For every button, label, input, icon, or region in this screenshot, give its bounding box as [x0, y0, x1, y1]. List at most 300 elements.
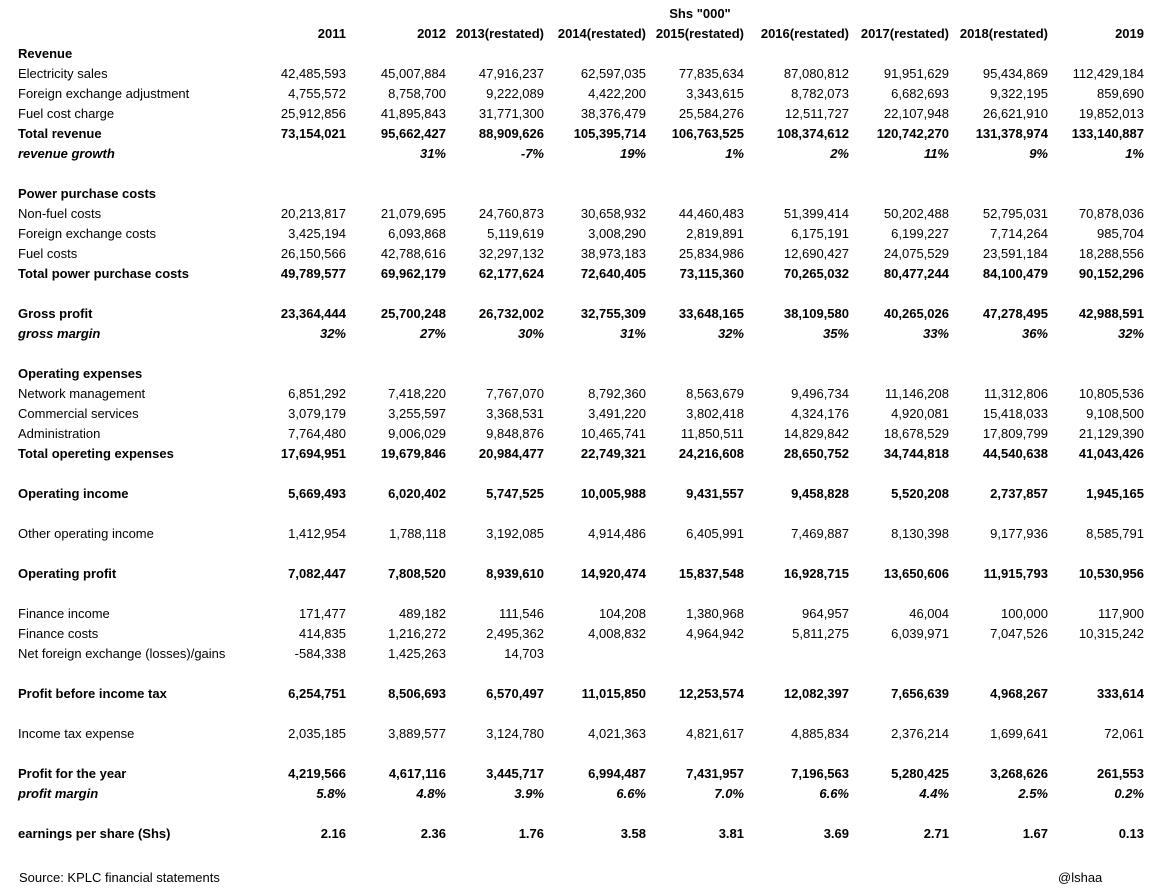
- value-cell: 108,374,612: [776, 126, 849, 141]
- value-cell: 2,495,362: [486, 626, 544, 641]
- value-cell: 414,835: [299, 626, 346, 641]
- row-label: Network management: [18, 386, 146, 401]
- row-label: [18, 584, 248, 604]
- value-cell: 2%: [830, 146, 849, 161]
- table-row: [18, 204, 1144, 224]
- row-label: [18, 284, 248, 304]
- value-cell: 14,703: [504, 646, 544, 661]
- value-cell: 7,047,526: [990, 626, 1048, 641]
- table-row: [18, 304, 1144, 324]
- table-row: [18, 584, 1144, 604]
- value-cell: 6,851,292: [288, 386, 346, 401]
- value-cell: 117,900: [1097, 606, 1144, 621]
- table-row: [18, 764, 1144, 784]
- header-label-cell: [18, 24, 248, 44]
- value-cell: [1048, 464, 1144, 484]
- row-label: Fuel costs: [18, 246, 78, 261]
- value-cell: [646, 664, 744, 684]
- value-cell: [646, 344, 744, 364]
- value-cell: [446, 464, 544, 484]
- value-cell: -584,338: [294, 646, 346, 661]
- value-cell: 38,973,183: [580, 246, 646, 261]
- value-cell: [849, 164, 949, 184]
- value-cell: 8,792,360: [588, 386, 646, 401]
- year-header: 2018(restated): [959, 26, 1048, 41]
- row-label: Commercial services: [18, 406, 139, 421]
- value-cell: 31%: [619, 326, 646, 341]
- value-cell: 1,216,272: [388, 626, 446, 641]
- row-label: Operating profit: [18, 566, 117, 581]
- value-cell: 4,914,486: [588, 526, 646, 541]
- value-cell: 38,376,479: [580, 106, 646, 121]
- row-label: Electricity sales: [18, 66, 108, 81]
- value-cell: [849, 704, 949, 724]
- value-cell: [949, 184, 1048, 204]
- value-cell: [1048, 364, 1144, 384]
- value-cell: 3,008,290: [588, 226, 646, 241]
- value-cell: 26,621,910: [982, 106, 1048, 121]
- value-cell: 25,834,986: [678, 246, 744, 261]
- value-cell: [1048, 804, 1144, 824]
- table-row: [18, 824, 1144, 844]
- value-cell: [744, 44, 849, 64]
- table-row: [18, 224, 1144, 244]
- value-cell: 133,140,887: [1071, 126, 1144, 141]
- value-cell: [744, 284, 849, 304]
- value-cell: [849, 184, 949, 204]
- value-cell: [248, 464, 346, 484]
- table-row: [18, 344, 1144, 364]
- row-label: Fuel cost charge: [18, 106, 115, 121]
- value-cell: 40,265,026: [883, 306, 949, 321]
- value-cell: 7,082,447: [288, 566, 346, 581]
- value-cell: 52,795,031: [982, 206, 1048, 221]
- value-cell: 5,520,208: [891, 486, 949, 501]
- value-cell: 19%: [619, 146, 646, 161]
- value-cell: 11,915,793: [983, 566, 1048, 581]
- value-cell: 1%: [725, 146, 744, 161]
- table-row: [18, 484, 1144, 504]
- value-cell: [646, 544, 744, 564]
- value-cell: [544, 664, 646, 684]
- value-cell: 489,182: [399, 606, 446, 621]
- value-cell: 6,994,487: [588, 766, 646, 781]
- value-cell: 11,850,511: [680, 426, 744, 441]
- value-cell: 17,694,951: [280, 446, 346, 461]
- value-cell: 3,368,531: [486, 406, 544, 421]
- value-cell: 131,378,974: [975, 126, 1048, 141]
- table-row: [18, 684, 1144, 704]
- value-cell: 261,553: [1097, 766, 1144, 781]
- table-row: [18, 284, 1144, 304]
- value-cell: 3,889,577: [388, 726, 446, 741]
- value-cell: [544, 44, 646, 64]
- value-cell: [1048, 744, 1144, 764]
- value-cell: 72,061: [1104, 726, 1144, 741]
- year-header: 2019: [1115, 26, 1144, 41]
- year-header: 2016(restated): [760, 26, 849, 41]
- value-cell: [446, 504, 544, 524]
- value-cell: [1048, 164, 1144, 184]
- row-label: Profit before income tax: [18, 686, 167, 701]
- value-cell: 6,020,402: [388, 486, 446, 501]
- year-header: 2017(restated): [860, 26, 949, 41]
- value-cell: 30%: [517, 326, 544, 341]
- value-cell: [248, 184, 346, 204]
- value-cell: 11%: [923, 146, 949, 161]
- value-cell: 25,700,248: [380, 306, 446, 321]
- value-cell: [248, 364, 346, 384]
- value-cell: [646, 364, 744, 384]
- value-cell: [446, 544, 544, 564]
- value-cell: 25,584,276: [678, 106, 744, 121]
- value-cell: [1048, 704, 1144, 724]
- value-cell: 1,699,641: [990, 726, 1048, 741]
- year-header: 2012: [417, 26, 446, 41]
- value-cell: 7,418,220: [388, 386, 446, 401]
- value-cell: 3,268,626: [990, 766, 1048, 781]
- value-cell: [949, 44, 1048, 64]
- row-label: revenue growth: [18, 146, 115, 161]
- value-cell: 62,177,624: [478, 266, 544, 281]
- value-cell: 1,412,954: [288, 526, 346, 541]
- value-cell: [248, 744, 346, 764]
- value-cell: 1,425,263: [388, 646, 446, 661]
- value-cell: [646, 644, 744, 664]
- value-cell: [849, 344, 949, 364]
- value-cell: 2,737,857: [990, 486, 1048, 501]
- value-cell: [1048, 44, 1144, 64]
- value-cell: [849, 744, 949, 764]
- table-row: [18, 604, 1144, 624]
- value-cell: 5,669,493: [288, 486, 346, 501]
- year-header: 2013(restated): [455, 26, 544, 41]
- value-cell: 44,460,483: [678, 206, 744, 221]
- row-label: [18, 164, 248, 184]
- value-cell: 73,154,021: [280, 126, 346, 141]
- value-cell: [949, 344, 1048, 364]
- value-cell: 32,755,309: [580, 306, 646, 321]
- value-cell: [446, 584, 544, 604]
- row-label: [18, 464, 248, 484]
- value-cell: 7.0%: [714, 786, 744, 801]
- value-cell: [949, 364, 1048, 384]
- value-cell: [544, 704, 646, 724]
- value-cell: [248, 344, 346, 364]
- value-cell: [248, 664, 346, 684]
- value-cell: [1048, 344, 1144, 364]
- table-row: [18, 144, 1144, 164]
- value-cell: 10,530,956: [1078, 566, 1144, 581]
- value-cell: [646, 704, 744, 724]
- value-cell: 0.13: [1118, 826, 1144, 841]
- value-cell: [346, 664, 446, 684]
- value-cell: [248, 144, 346, 164]
- value-cell: 9,458,828: [791, 486, 849, 501]
- value-cell: 2.16: [320, 826, 346, 841]
- value-cell: 5,280,425: [891, 766, 949, 781]
- value-cell: [1048, 504, 1144, 524]
- value-cell: [949, 504, 1048, 524]
- value-cell: 27%: [419, 326, 446, 341]
- value-cell: 15,418,033: [982, 406, 1048, 421]
- value-cell: 9,431,557: [686, 486, 744, 501]
- value-cell: [346, 164, 446, 184]
- financial-table: [18, 24, 1144, 844]
- value-cell: 10,005,988: [580, 486, 646, 501]
- value-cell: [646, 284, 744, 304]
- row-label: profit margin: [18, 786, 99, 801]
- value-cell: 42,988,591: [1078, 306, 1144, 321]
- value-cell: 4.8%: [416, 786, 446, 801]
- value-cell: 69,962,179: [380, 266, 446, 281]
- value-cell: [744, 744, 849, 764]
- value-cell: 33%: [922, 326, 949, 341]
- table-row: [18, 504, 1144, 524]
- value-cell: 22,107,948: [883, 106, 949, 121]
- table-row: [18, 124, 1144, 144]
- value-cell: 20,984,477: [478, 446, 544, 461]
- value-cell: [544, 644, 646, 664]
- value-cell: 6,039,971: [891, 626, 949, 641]
- value-cell: 4,008,832: [588, 626, 646, 641]
- value-cell: 12,690,427: [783, 246, 849, 261]
- table-row: [18, 524, 1144, 544]
- value-cell: 2,376,214: [891, 726, 949, 741]
- value-cell: [544, 364, 646, 384]
- row-label: Foreign exchange costs: [18, 226, 157, 241]
- value-cell: 4,617,116: [388, 766, 446, 781]
- value-cell: 4,920,081: [891, 406, 949, 421]
- value-cell: 91,951,629: [883, 66, 949, 81]
- value-cell: [646, 744, 744, 764]
- value-cell: [849, 544, 949, 564]
- value-cell: [849, 464, 949, 484]
- value-cell: [744, 344, 849, 364]
- value-cell: 6.6%: [616, 786, 646, 801]
- value-cell: 95,434,869: [982, 66, 1048, 81]
- value-cell: [744, 644, 849, 664]
- value-cell: 20,213,817: [280, 206, 346, 221]
- value-cell: [1048, 664, 1144, 684]
- value-cell: 111,546: [498, 606, 544, 621]
- table-row: [18, 184, 1144, 204]
- value-cell: [544, 344, 646, 364]
- value-cell: [849, 664, 949, 684]
- value-cell: 5,747,525: [486, 486, 544, 501]
- table-row: [18, 164, 1144, 184]
- value-cell: 21,129,390: [1078, 426, 1144, 441]
- value-cell: 9%: [1029, 146, 1048, 161]
- value-cell: 7,469,887: [791, 526, 849, 541]
- value-cell: 23,364,444: [280, 306, 346, 321]
- value-cell: 4,422,200: [588, 86, 646, 101]
- row-label: Non-fuel costs: [18, 206, 102, 221]
- value-cell: 8,585,791: [1086, 526, 1144, 541]
- row-label: Other operating income: [18, 526, 154, 541]
- table-row: [18, 364, 1144, 384]
- row-label: [18, 704, 248, 724]
- value-cell: 11,312,806: [983, 386, 1048, 401]
- value-cell: 31%: [419, 146, 446, 161]
- value-cell: 2,035,185: [288, 726, 346, 741]
- value-cell: [346, 464, 446, 484]
- table-row: [18, 544, 1144, 564]
- value-cell: 5,119,619: [487, 226, 544, 241]
- year-header: 2015(restated): [655, 26, 744, 41]
- row-label: Power purchase costs: [18, 186, 156, 201]
- value-cell: [949, 464, 1048, 484]
- value-cell: [646, 184, 744, 204]
- table-row: [18, 784, 1144, 804]
- value-cell: [1048, 184, 1144, 204]
- value-cell: [744, 464, 849, 484]
- value-cell: 7,714,264: [990, 226, 1048, 241]
- value-cell: 35%: [822, 326, 849, 341]
- value-cell: 9,108,500: [1086, 406, 1144, 421]
- value-cell: [744, 184, 849, 204]
- value-cell: 42,788,616: [380, 246, 446, 261]
- unit-label: Shs "000": [669, 6, 731, 21]
- value-cell: [949, 744, 1048, 764]
- value-cell: -7%: [520, 146, 544, 161]
- value-cell: 3,343,615: [686, 86, 744, 101]
- value-cell: 34,744,818: [883, 446, 949, 461]
- value-cell: 4,885,834: [791, 726, 849, 741]
- value-cell: 3,192,085: [486, 526, 544, 541]
- value-cell: 7,767,070: [486, 386, 544, 401]
- value-cell: [849, 584, 949, 604]
- value-cell: 41,043,426: [1078, 446, 1144, 461]
- value-cell: [346, 184, 446, 204]
- value-cell: 6,682,693: [891, 86, 949, 101]
- value-cell: 32%: [717, 326, 744, 341]
- table-row: [18, 44, 1144, 64]
- header-row: [18, 24, 1144, 44]
- value-cell: [849, 44, 949, 64]
- value-cell: 26,150,566: [280, 246, 346, 261]
- value-cell: 3,445,717: [486, 766, 544, 781]
- value-cell: 9,322,195: [990, 86, 1048, 101]
- value-cell: [949, 804, 1048, 824]
- table-row: [18, 804, 1144, 824]
- value-cell: 42,485,593: [280, 66, 346, 81]
- value-cell: [248, 44, 346, 64]
- value-cell: 2,819,891: [686, 226, 744, 241]
- value-cell: 33,648,165: [678, 306, 744, 321]
- value-cell: [949, 164, 1048, 184]
- value-cell: 23,591,184: [982, 246, 1048, 261]
- value-cell: 9,177,936: [990, 526, 1048, 541]
- row-label: Total opereting expenses: [18, 446, 174, 461]
- value-cell: 4,755,572: [288, 86, 346, 101]
- value-cell: 32,297,132: [478, 246, 544, 261]
- value-cell: [248, 804, 346, 824]
- value-cell: 9,848,876: [486, 426, 544, 441]
- table-row: [18, 644, 1144, 664]
- value-cell: 80,477,244: [883, 266, 949, 281]
- value-cell: 51,399,414: [783, 206, 849, 221]
- value-cell: 7,808,520: [388, 566, 446, 581]
- value-cell: [346, 704, 446, 724]
- table-row: [18, 464, 1144, 484]
- value-cell: 18,678,529: [883, 426, 949, 441]
- value-cell: 4.4%: [919, 786, 949, 801]
- value-cell: 19,852,013: [1078, 106, 1144, 121]
- value-cell: 1%: [1125, 146, 1144, 161]
- value-cell: 0.2%: [1114, 786, 1144, 801]
- value-cell: [949, 664, 1048, 684]
- value-cell: 8,130,398: [891, 526, 949, 541]
- value-cell: 90,152,296: [1078, 266, 1144, 281]
- value-cell: 3,425,194: [288, 226, 346, 241]
- value-cell: [646, 164, 744, 184]
- value-cell: 50,202,488: [883, 206, 949, 221]
- value-cell: 38,109,580: [783, 306, 849, 321]
- value-cell: [446, 284, 544, 304]
- value-cell: 49,789,577: [280, 266, 346, 281]
- value-cell: 1,945,165: [1086, 486, 1144, 501]
- table-row: [18, 624, 1144, 644]
- value-cell: 8,758,700: [388, 86, 446, 101]
- value-cell: 12,253,574: [678, 686, 744, 701]
- value-cell: 3,124,780: [486, 726, 544, 741]
- value-cell: 2.71: [923, 826, 949, 841]
- value-cell: 2.5%: [1018, 786, 1048, 801]
- value-cell: 6,254,751: [288, 686, 346, 701]
- value-cell: 45,007,884: [380, 66, 446, 81]
- value-cell: [248, 584, 346, 604]
- value-cell: [646, 804, 744, 824]
- table-row: [18, 324, 1144, 344]
- value-cell: 36%: [1021, 326, 1048, 341]
- row-label: Gross profit: [18, 306, 93, 321]
- value-cell: [544, 464, 646, 484]
- author-handle: @lshaa: [1058, 870, 1103, 885]
- value-cell: 14,920,474: [580, 566, 646, 581]
- value-cell: 5,811,275: [792, 626, 849, 641]
- value-cell: [544, 184, 646, 204]
- table-row: [18, 64, 1144, 84]
- value-cell: [248, 284, 346, 304]
- value-cell: 7,764,480: [288, 426, 346, 441]
- value-cell: [346, 364, 446, 384]
- value-cell: [849, 364, 949, 384]
- value-cell: [346, 804, 446, 824]
- row-label: Administration: [18, 426, 101, 441]
- value-cell: [248, 544, 346, 564]
- value-cell: [744, 804, 849, 824]
- value-cell: [544, 804, 646, 824]
- value-cell: 1,380,968: [686, 606, 744, 621]
- row-label: Net foreign exchange (losses)/gains: [18, 646, 226, 661]
- value-cell: [1048, 544, 1144, 564]
- value-cell: 171,477: [299, 606, 346, 621]
- row-label: Foreign exchange adjustment: [18, 86, 190, 101]
- value-cell: 44,540,638: [982, 446, 1048, 461]
- value-cell: 32%: [1117, 326, 1144, 341]
- row-label: [18, 664, 248, 684]
- value-cell: [646, 584, 744, 604]
- table-row: [18, 444, 1144, 464]
- value-cell: [346, 504, 446, 524]
- value-cell: 11,015,850: [581, 686, 646, 701]
- table-row: [18, 704, 1144, 724]
- value-cell: [949, 584, 1048, 604]
- value-cell: 12,511,727: [784, 106, 849, 121]
- value-cell: [446, 364, 544, 384]
- value-cell: 333,614: [1097, 686, 1144, 701]
